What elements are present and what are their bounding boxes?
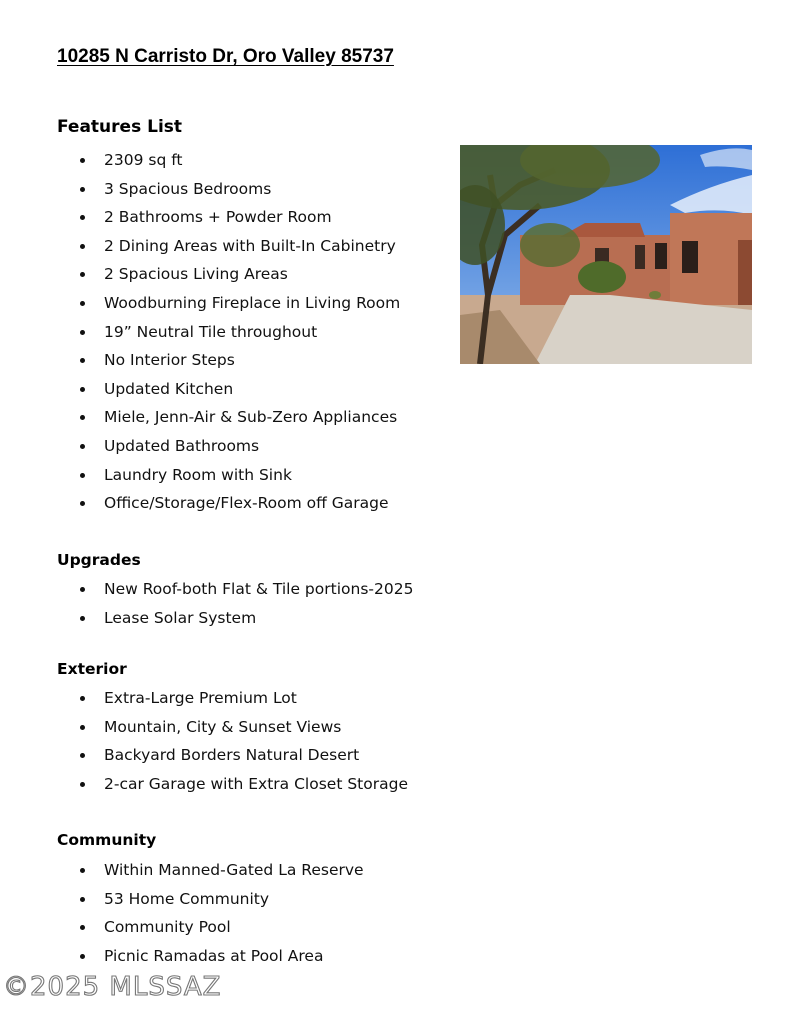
- section-heading-exterior: Exterior: [57, 660, 127, 678]
- bullet-icon: [80, 696, 85, 701]
- bullet-icon: [80, 473, 85, 478]
- window: [635, 245, 645, 269]
- property-photo: [460, 145, 752, 364]
- bullet-icon: [80, 616, 85, 621]
- bullet-icon: [80, 954, 85, 959]
- list-item: No Interior Steps: [0, 346, 400, 375]
- door: [738, 240, 752, 305]
- window: [655, 243, 667, 269]
- exterior-list: [0, 684, 408, 798]
- section-heading-community: Community: [57, 831, 157, 849]
- list-item: 2-car Garage with Extra Closet Storage: [0, 770, 408, 799]
- bullet-icon: [80, 215, 85, 220]
- bullet-icon: [80, 358, 85, 363]
- tree-canopy: [520, 223, 580, 267]
- list-item: 2 Dining Areas with Built-In Cabinetry: [0, 232, 400, 261]
- list-item: Miele, Jenn-Air & Sub-Zero Appliances: [0, 403, 400, 432]
- list-item: Extra-Large Premium Lot: [0, 684, 408, 713]
- list-item: New Roof-both Flat & Tile portions-2025: [0, 575, 413, 604]
- bullet-icon: [80, 897, 85, 902]
- list-item: Community Pool: [0, 913, 364, 942]
- section-heading-features: Features List: [57, 117, 183, 137]
- bullet-icon: [80, 415, 85, 420]
- list-item: Within Manned-Gated La Reserve: [0, 856, 364, 885]
- list-item: Updated Bathrooms: [0, 432, 400, 461]
- bullet-icon: [80, 725, 85, 730]
- bullet-icon: [80, 782, 85, 787]
- list-item: Picnic Ramadas at Pool Area: [0, 942, 364, 971]
- bullet-icon: [80, 187, 85, 192]
- window: [682, 241, 698, 273]
- bullet-icon: [80, 587, 85, 592]
- bullet-icon: [80, 501, 85, 506]
- list-item: Lease Solar System: [0, 604, 413, 633]
- mls-watermark: ©2025 MLSSAZ: [3, 972, 222, 1002]
- bullet-icon: [80, 244, 85, 249]
- list-item: Laundry Room with Sink: [0, 461, 400, 490]
- list-item: Woodburning Fireplace in Living Room: [0, 289, 400, 318]
- upgrades-list: [0, 575, 413, 632]
- community-list: [0, 856, 364, 970]
- bullet-icon: [80, 272, 85, 277]
- bullet-icon: [80, 158, 85, 163]
- features-list: [0, 146, 400, 518]
- bullet-icon: [80, 387, 85, 392]
- bullet-icon: [80, 925, 85, 930]
- list-item: 3 Spacious Bedrooms: [0, 175, 400, 204]
- bullet-icon: [80, 868, 85, 873]
- shrub: [649, 291, 661, 299]
- page-title: 10285 N Carristo Dr, Oro Valley 85737: [57, 46, 394, 67]
- list-item: 2 Bathrooms + Powder Room: [0, 203, 400, 232]
- house-photo-illustration: [460, 145, 752, 364]
- list-item: Updated Kitchen: [0, 375, 400, 404]
- list-item: 2309 sq ft: [0, 146, 400, 175]
- list-item: 19” Neutral Tile throughout: [0, 318, 400, 347]
- shrub: [578, 261, 626, 293]
- bullet-icon: [80, 301, 85, 306]
- list-item: Office/Storage/Flex-Room off Garage: [0, 489, 400, 518]
- section-heading-upgrades: Upgrades: [57, 551, 141, 569]
- bullet-icon: [80, 330, 85, 335]
- bullet-icon: [80, 753, 85, 758]
- list-item: 53 Home Community: [0, 885, 364, 914]
- bullet-icon: [80, 444, 85, 449]
- list-item: 2 Spacious Living Areas: [0, 260, 400, 289]
- list-item: Backyard Borders Natural Desert: [0, 741, 408, 770]
- list-item: Mountain, City & Sunset Views: [0, 713, 408, 742]
